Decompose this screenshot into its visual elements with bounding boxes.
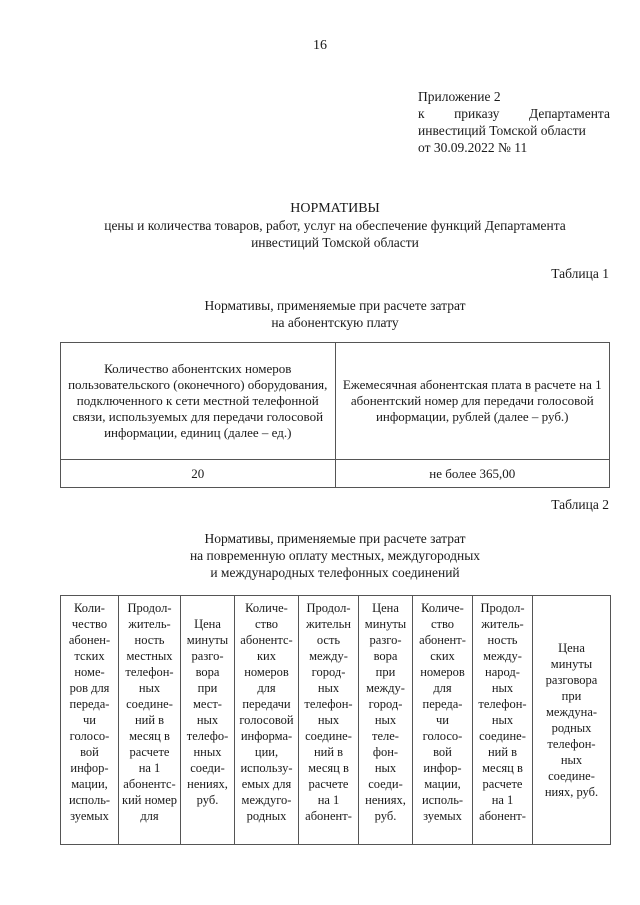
table1-header-cell: Ежемесячная абонентская плата в расчете на 1 абонентский номер для передачи голосовой информации, рублей (далее – руб.) [335, 343, 610, 460]
appendix-word: приказу [454, 106, 500, 121]
appendix-line-4: от 30.09.2022 № 11 [418, 140, 528, 155]
table2-header-cell [119, 596, 181, 845]
table2-header-cell [473, 596, 533, 845]
appendix-line-1: Приложение 2 [418, 89, 501, 104]
table2-header-text: Продол- житель- ность местных телефон- ных соедине- ний в месяц в расчете на 1 абонентс- кий номер для [122, 601, 177, 823]
table2-caption-line-3: и международных телефонных соединений [210, 565, 460, 580]
table1 [60, 342, 610, 488]
table1-caption [60, 297, 610, 331]
appendix-word: Департамента [528, 106, 610, 121]
table1-caption-line-2: на абонентскую плату [271, 315, 399, 330]
table1-label: Таблица 1 [551, 266, 609, 281]
table2-header-text: Продол- житель- ность между- народ- ных телефон- ных соедине- ний в месяц в расчете на 1 абонент- [478, 601, 527, 823]
table2-header-text: Количе- ство абонент- ских номеров для переда- чи голосо- вой инфор- мации, исполь- зуемых [419, 601, 466, 823]
table2-header-text: Цена минуты разговора при междуна- родных телефон- ных соедине- ниях, руб. [544, 641, 599, 799]
table1-cell: не более 365,00 [335, 460, 610, 488]
table2-label: Таблица 2 [551, 497, 609, 512]
table2-header-text: Коли- чество абонен- тских номе- ров для переда- чи голосо- вой инфор- мации, исполь- зуемых [68, 601, 111, 823]
table2-header-text: Цена минуты разго- вора при между- город- ных теле- фон- ных соеди- нениях, руб. [364, 601, 407, 823]
title-subtitle-2: инвестиций Томской области [251, 235, 419, 250]
table2-header-cell [359, 596, 413, 845]
table2-caption-line-2: на повременную оплату местных, междугородных [189, 548, 481, 563]
title-heading: НОРМАТИВЫ [290, 201, 380, 216]
appendix-line-3: инвестиций Томской области [418, 123, 586, 138]
table1-data-row [61, 460, 610, 488]
table1-header-cell: Количество абонентских номеров пользовательского (оконечного) оборудования, подключенного к сети местной телефонной связи, используемых для передачи голосовой информации, единиц (далее – ед.) [61, 343, 336, 460]
table2 [60, 595, 611, 845]
page-number: 16 [313, 38, 327, 53]
table2-header-cell [413, 596, 473, 845]
table2-header-text: Количе- ство абонентс- ких номеров для передачи голосовой информа- ции, использу- емых для междуго- родных [239, 601, 294, 823]
table2-header-cell [299, 596, 359, 845]
table2-caption-line-1: Нормативы, применяемые при расчете затрат [204, 531, 466, 546]
table2-header-row [61, 596, 611, 845]
table2-caption [60, 530, 610, 581]
appendix-word: к [418, 106, 425, 121]
table2-header-cell [61, 596, 119, 845]
title-subtitle-1: цены и количества товаров, работ, услуг на обеспечение функций Департамента [104, 218, 566, 233]
table1-caption-line-1: Нормативы, применяемые при расчете затрат [204, 298, 466, 313]
table2-header-text: Цена минуты разго- вора при мест- ных телефо- нных соеди- нениях, руб. [186, 617, 229, 807]
document-title [60, 200, 610, 251]
table1-cell: 20 [61, 460, 336, 488]
table2-header-cell [235, 596, 299, 845]
appendix-line-2 [418, 105, 610, 122]
appendix-block [418, 88, 610, 156]
table2-header-cell [533, 596, 611, 845]
table1-header-row [61, 343, 610, 460]
table2-header-cell [181, 596, 235, 845]
table2-header-text: Продол- жительн ость между- город- ных телефон- ных соедине- ний в месяц в расчете на 1 абонент- [304, 601, 353, 823]
